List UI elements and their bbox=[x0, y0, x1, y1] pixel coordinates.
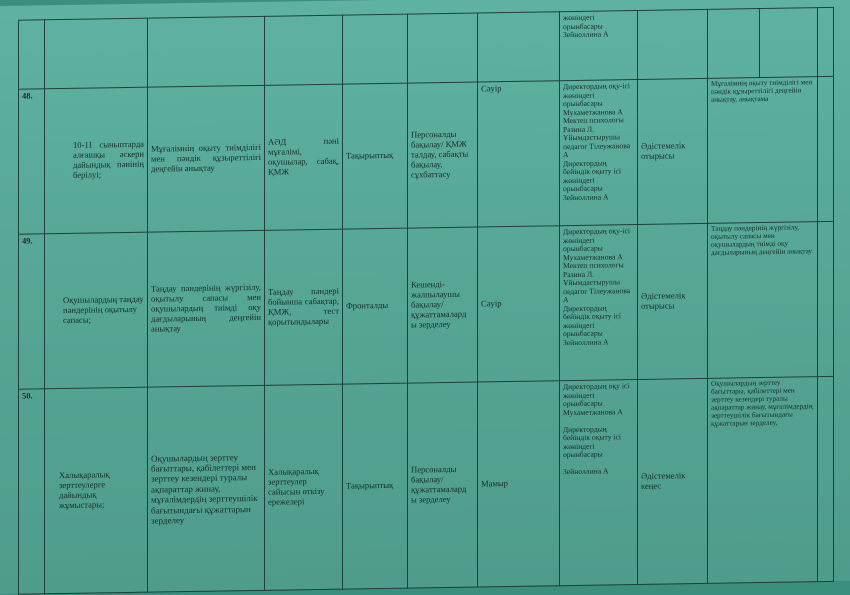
decision-cell: Таңдау пәндерінің жүргізілу, оқытылу сапасы мен оқушылардың тиімді оқу дағдыларының деңгейін анықтау bbox=[708, 222, 818, 379]
responsible-cell: жөніндегі орынбасары Зейноллина А bbox=[560, 10, 638, 80]
goal-cell: Оқушылардың зерттеу бағыттары, қабілеттері мен зерттеу кезендері туралы ақпараттар жинау, мұғалімдердің зерттеушілік бағытындағы құжаттарын зерделеу bbox=[148, 385, 265, 592]
responsible-cell: Директордың оқу ісі жөніндегі орынбасары Мухаметжанова А Директордың бейіндік оқыту ісі жөніндегі орынбасары Зейноллина А bbox=[560, 379, 638, 585]
table-row bbox=[19, 221, 834, 389]
row-number: 49. bbox=[19, 234, 45, 389]
goal-cell: Таңдау пәндерінің жүргізілу, оқытылу сапасы мен оқушылардың тиімді оқу дағдыларының деңгейін анықтау bbox=[148, 230, 265, 387]
control-plan-table bbox=[18, 7, 834, 595]
topic-cell: Оқушылардың таңдау пәндерінің оқытылу сапасы; bbox=[45, 232, 148, 389]
review-cell: Әдістемелік кеңес bbox=[638, 378, 708, 584]
method-cell: Кешенді-жалпылаушы бақылау/ құжаттамалард ы зерделеу bbox=[408, 227, 478, 383]
term-cell: Мамыр bbox=[478, 381, 560, 587]
topic-cell: Халықаралық зерттеулерге дайындық жұмыстары; bbox=[45, 387, 148, 594]
term-cell: Сәуір bbox=[478, 226, 560, 382]
type-cell: Тақырыптық bbox=[343, 83, 408, 229]
decision-cell: Мұғалімнің оқыту тиімділігі мен пәндік құзыреттілігі деңгейін анықтау, анықтама bbox=[708, 77, 818, 224]
responsible-cell: Директордың оқу-ісі жөніндегі орынбасары Мухаметжанова А Мектеп психологы Разина Л. Ұйымдастырушы педагог Тілеужанова А Директордың бейіндік оқыту ісі жөніндегі орынбасары Зейноллина А bbox=[560, 79, 638, 225]
table-row bbox=[19, 76, 834, 234]
type-cell: Фронталды bbox=[343, 228, 408, 384]
object-cell: АӘД пәні мұғалімі, оқушылар, сабақ, ҚМЖ bbox=[265, 84, 343, 230]
review-cell: Әдістемелік отырысы bbox=[638, 78, 708, 224]
row-number: 50. bbox=[19, 389, 45, 594]
type-cell: Тақырыптық bbox=[343, 383, 408, 589]
term-cell: Сәуір bbox=[478, 81, 560, 227]
object-cell: Халықаралық зерттеулер сайысын өткізу ережелері bbox=[265, 384, 343, 590]
responsible-cell: Директордың оқу-ісі жөніндегі орынбасары Мухаметжанова А Мектеп психологы Разина Л. Ұйымдастырушы педагог Тілеужанова А Директордың бейіндік оқыту ісі жөніндегі орынбасары Зейноллина А bbox=[560, 224, 638, 380]
topic-cell: 10-11 сыныптарда алғашқы әскери дайындық пәнінің берілуі; bbox=[45, 87, 148, 234]
decision-cell: Оқушылардың зерттеу бағыттары, қабілеттері мен зерттеу кезендері туралы ақпараттар жинау, мұғалімдердің зерттеушілік бағытындағы құжаттарын зерделеу, bbox=[708, 377, 818, 584]
table-row-continuation bbox=[19, 7, 834, 89]
table-row bbox=[19, 376, 834, 594]
method-cell: Персоналды бақылау/ құжаттамалард ы зерделеу bbox=[408, 382, 478, 588]
method-cell: Персоналды бақылау/ ҚМЖ талдау, сабақты бақылау, сұхбаттасу bbox=[408, 82, 478, 228]
row-number: 48. bbox=[19, 89, 45, 234]
object-cell: Таңдау пәндері бойынша сабақтар, ҚМЖ, тест қорытындылары bbox=[265, 229, 343, 385]
goal-cell: Мұғалімнің оқыту тиімділігі мен пәндік құзыреттілігі деңгейін анықтау bbox=[148, 85, 265, 232]
review-cell: Әдістемелік отырысы bbox=[638, 223, 708, 379]
